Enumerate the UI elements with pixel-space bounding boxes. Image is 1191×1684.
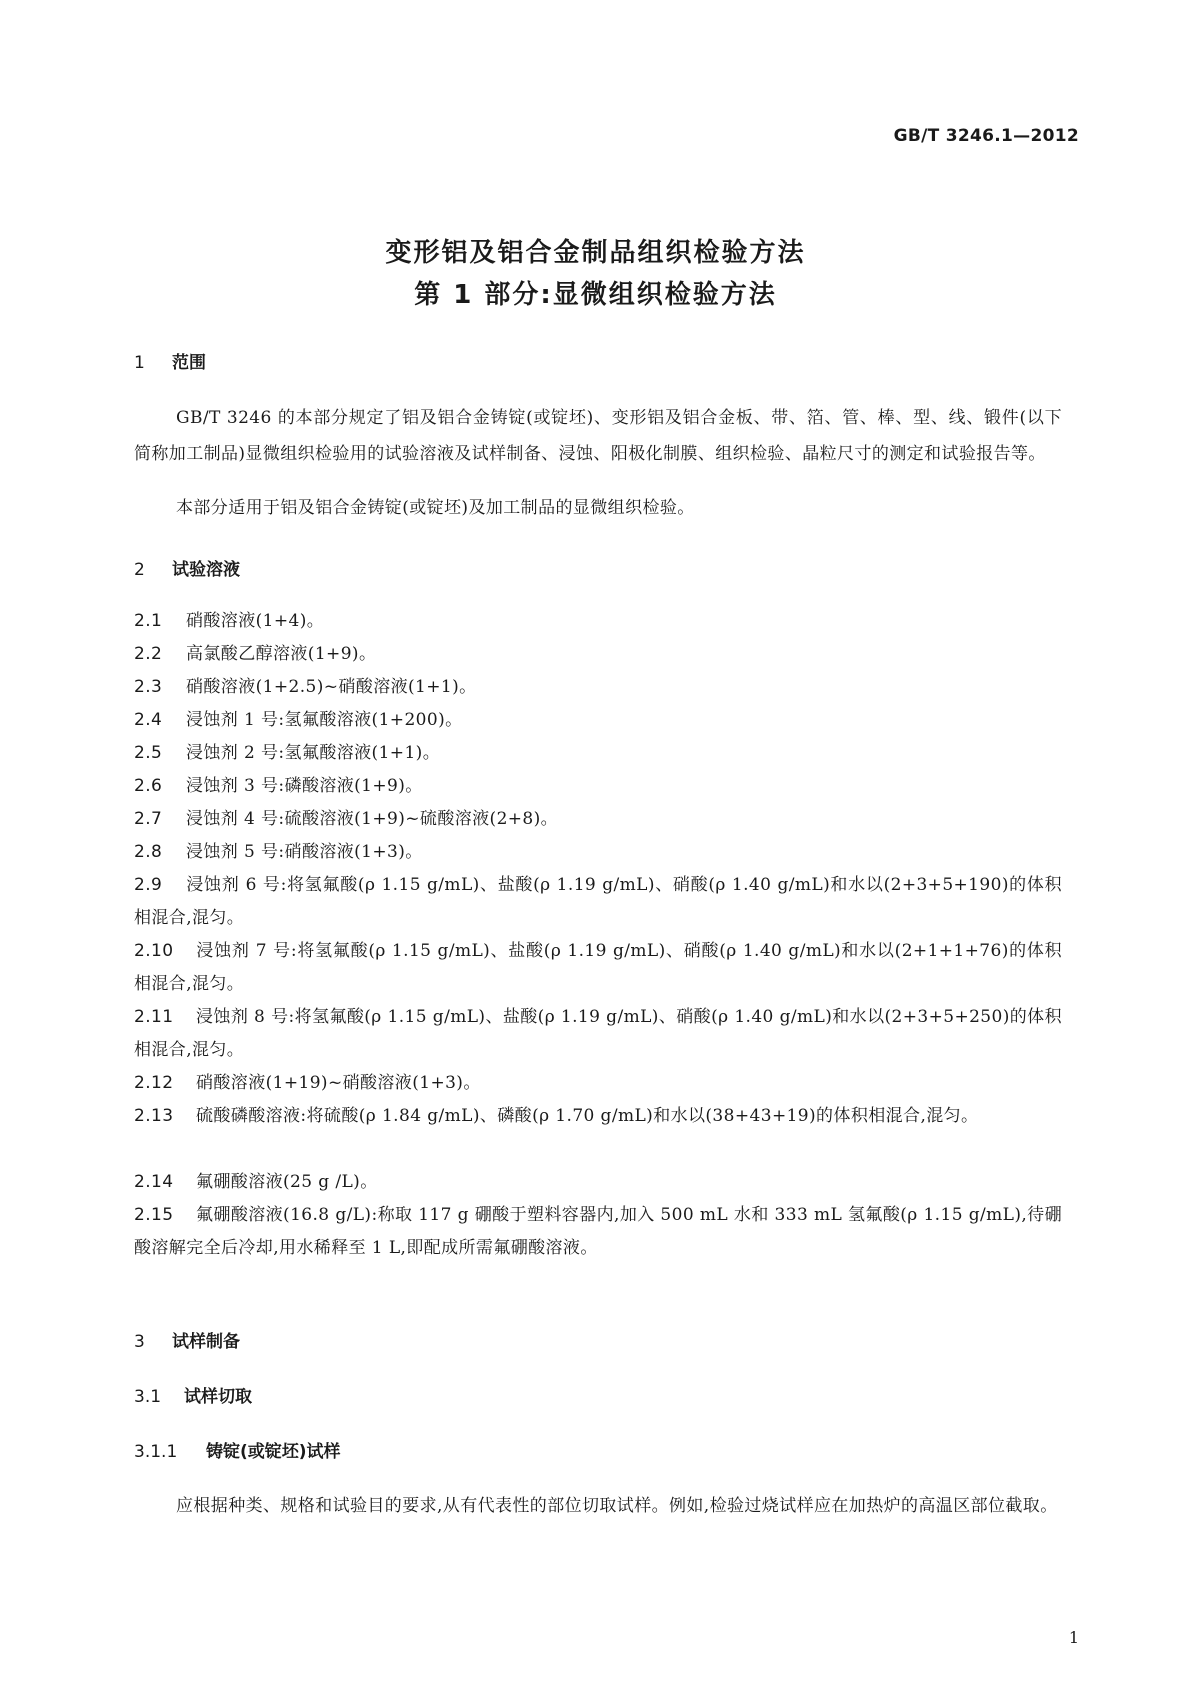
item-text: 浸蚀剂 4 号:硫酸溶液(1+9)~硫酸溶液(2+8)。 xyxy=(186,809,559,829)
page-number: 1 xyxy=(1068,1628,1079,1647)
item-number: 2.1 xyxy=(134,611,163,631)
list-item xyxy=(134,737,1062,770)
item-text: 浸蚀剂 8 号:将氢氟酸(ρ 1.15 g/mL)、盐酸(ρ 1.19 g/mL)、硝酸(ρ 1.40 g/mL)和水以(2+3+5+250)的体积相混合,混匀。 xyxy=(134,1007,1062,1060)
section-number: 3.1.1 xyxy=(134,1442,178,1462)
item-number: 2.3 xyxy=(134,677,163,697)
section-title: 试样制备 xyxy=(172,1332,240,1352)
item-text: 浸蚀剂 5 号:硝酸溶液(1+3)。 xyxy=(186,842,423,862)
list-item xyxy=(134,1166,1062,1199)
document-title-line2: 第 1 部分:显微组织检验方法 xyxy=(414,280,777,310)
section-1-heading xyxy=(134,348,206,373)
document-title-line1: 变形铝及铝合金制品组织检验方法 xyxy=(385,238,806,268)
section-number: 1 xyxy=(134,353,145,373)
item-text: 浸蚀剂 6 号:将氢氟酸(ρ 1.15 g/mL)、盐酸(ρ 1.19 g/mL)、硝酸(ρ 1.40 g/mL)和水以(2+3+5+190)的体积相混合,混匀。 xyxy=(134,875,1062,928)
list-item xyxy=(134,1067,1062,1100)
section-3-paragraph: 应根据种类、规格和试验目的要求,从有代表性的部位切取试样。例如,检验过烧试样应在加热炉的高温区部位截取。 xyxy=(176,1496,1058,1516)
list-item xyxy=(134,836,1062,869)
item-number: 2.5 xyxy=(134,743,163,763)
item-number: 2.13 xyxy=(134,1106,174,1126)
item-text: 硝酸溶液(1+19)~硝酸溶液(1+3)。 xyxy=(196,1073,481,1093)
section-number: 2 xyxy=(134,560,145,580)
item-text: 高氯酸乙醇溶液(1+9)。 xyxy=(186,644,377,664)
section-number: 3 xyxy=(134,1332,145,1352)
item-text: 硫酸磷酸溶液:将硫酸(ρ 1.84 g/mL)、磷酸(ρ 1.70 g/mL)和水以(38+43+19)的体积相混合,混匀。 xyxy=(196,1106,979,1126)
section-number: 3.1 xyxy=(134,1387,162,1407)
item-number: 2.9 xyxy=(134,875,163,895)
item-text: 氟硼酸溶液(25 g /L)。 xyxy=(196,1172,378,1192)
section-title: 范围 xyxy=(172,353,206,373)
section-1-paragraph-2: 本部分适用于铝及铝合金铸锭(或锭坯)及加工制品的显微组织检验。 xyxy=(176,498,695,518)
item-number: 2.11 xyxy=(134,1007,174,1027)
item-number: 2.15 xyxy=(134,1205,174,1225)
list-item xyxy=(134,869,1062,935)
item-text: 硝酸溶液(1+2.5)~硝酸溶液(1+1)。 xyxy=(186,677,477,697)
list-item xyxy=(134,704,1062,737)
section-title: 试验溶液 xyxy=(172,560,240,580)
section-title: 试样切取 xyxy=(184,1387,252,1407)
list-item xyxy=(134,605,1062,638)
item-number: 2.14 xyxy=(134,1172,174,1192)
list-item xyxy=(134,1199,1062,1265)
item-number: 2.6 xyxy=(134,776,163,796)
item-number: 2.12 xyxy=(134,1073,174,1093)
item-text: 浸蚀剂 3 号:磷酸溶液(1+9)。 xyxy=(186,776,423,796)
subsection-3-1-heading xyxy=(134,1382,252,1407)
standard-code: GB/T 3246.1—2012 xyxy=(893,126,1079,146)
section-title: 铸锭(或锭坯)试样 xyxy=(206,1442,341,1462)
item-number: 2.4 xyxy=(134,710,163,730)
list-item xyxy=(134,935,1062,1001)
item-text: 氟硼酸溶液(16.8 g/L):称取 117 g 硼酸于塑料容器内,加入 500 mL 水和 333 mL 氢氟酸(ρ 1.15 g/mL),待硼酸溶解完全后冷却,用水稀释至 1 L,即配成所需氟硼酸溶液。 xyxy=(134,1205,1062,1258)
item-number: 2.10 xyxy=(134,941,174,961)
section-2-heading xyxy=(134,555,240,580)
subsection-3-1-1-heading xyxy=(134,1437,341,1462)
item-number: 2.8 xyxy=(134,842,163,862)
item-text: 浸蚀剂 7 号:将氢氟酸(ρ 1.15 g/mL)、盐酸(ρ 1.19 g/mL)、硝酸(ρ 1.40 g/mL)和水以(2+1+1+76)的体积相混合,混匀。 xyxy=(134,941,1062,994)
item-number: 2.2 xyxy=(134,644,163,664)
list-item xyxy=(134,671,1062,704)
list-item xyxy=(134,803,1062,836)
section-1-paragraph-1: GB/T 3246 的本部分规定了铝及铝合金铸锭(或锭坯)、变形铝及铝合金板、带、箔、管、棒、型、线、锻件(以下简称加工制品)显微组织检验用的试验溶液及试样制备、浸蚀、阳极化制膜、组织检验、晶粒尺寸的测定和试验报告等。 xyxy=(134,408,1062,464)
list-item xyxy=(134,1001,1062,1067)
section-3-heading xyxy=(134,1327,240,1352)
item-text: 浸蚀剂 2 号:氢氟酸溶液(1+1)。 xyxy=(186,743,441,763)
item-number: 2.7 xyxy=(134,809,163,829)
list-item xyxy=(134,638,1062,671)
list-item xyxy=(134,1100,1062,1133)
item-text: 浸蚀剂 1 号:氢氟酸溶液(1+200)。 xyxy=(186,710,463,730)
list-item xyxy=(134,770,1062,803)
item-text: 硝酸溶液(1+4)。 xyxy=(186,611,325,631)
